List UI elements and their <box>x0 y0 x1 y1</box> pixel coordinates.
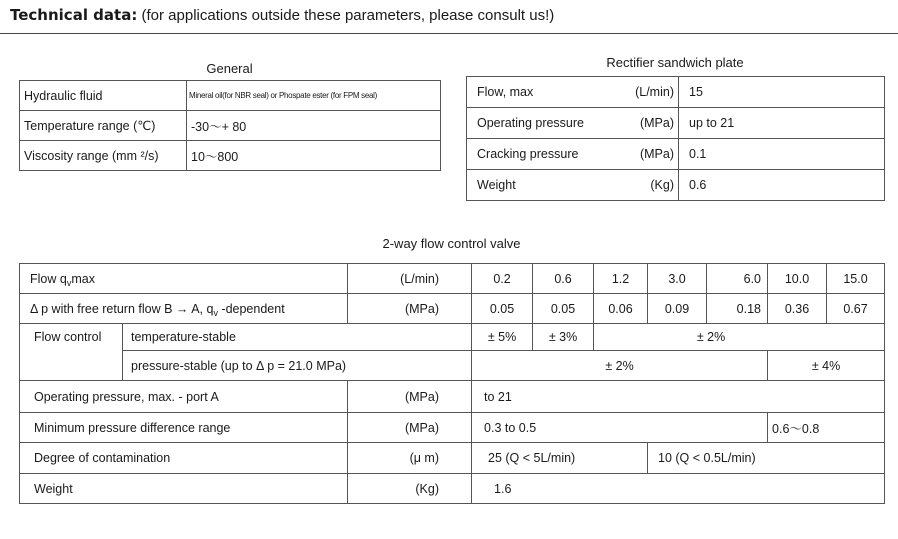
table-row <box>20 443 885 474</box>
table-row <box>20 413 885 443</box>
header-divider <box>0 33 898 34</box>
flow-value: 10.0 <box>768 264 827 294</box>
flow-value: 0.2 <box>472 264 533 294</box>
dp-value: 0.05 <box>472 294 533 324</box>
dp-value: 0.09 <box>648 294 707 324</box>
min-pressure-diff-label: Minimum pressure difference range <box>20 413 348 443</box>
min-pressure-diff-value: 0.6～0.8 <box>768 413 885 443</box>
hydraulic-fluid-label: Hydraulic fluid <box>20 81 187 111</box>
rect-operating-unit: (MPa) <box>639 116 674 130</box>
table-row <box>467 139 885 170</box>
operating-pressure-label: Operating pressure, max. - port A <box>20 381 348 413</box>
rect-weight-label: Weight <box>477 178 516 192</box>
rect-operating-label: Operating pressure <box>477 116 585 130</box>
table-row <box>20 474 885 504</box>
pressure-stable-label: pressure-stable (up to Δ p = 21.0 MPa) <box>123 351 472 381</box>
temperature-stable-value: ± 2% <box>594 324 885 351</box>
rect-flow-unit: (L/min) <box>635 85 674 99</box>
min-pressure-diff-value: 0.3 to 0.5 <box>472 413 768 443</box>
flow-value: 1.2 <box>594 264 648 294</box>
rectifier-caption: Rectifier sandwich plate <box>606 55 744 70</box>
valve-weight-value: 1.6 <box>472 474 885 504</box>
technical-data-heading <box>10 6 554 24</box>
viscosity-range-label: Viscosity range (mm ²/s) <box>20 141 187 171</box>
table-row <box>20 381 885 413</box>
flow-label: Flow $q_v\max$ <box>30 271 95 288</box>
table-row <box>20 324 885 351</box>
table-row <box>467 170 885 201</box>
dp-label: Δ p with free return flow B → A, $q_v$ -dependent <box>30 301 285 318</box>
contamination-unit: (μ m) <box>348 443 472 474</box>
flow-value: 6.0 <box>707 264 768 294</box>
rect-cracking-value: 0.1 <box>679 139 885 170</box>
contamination-value: 25 (Q < 5L/min) <box>472 443 648 474</box>
rect-weight-value: 0.6 <box>679 170 885 201</box>
table-row <box>467 77 885 108</box>
rect-weight-unit: (Kg) <box>650 178 674 192</box>
flow-value: 0.6 <box>533 264 594 294</box>
table-row <box>20 264 885 294</box>
dp-value: 0.67 <box>827 294 885 324</box>
flow-control-label: Flow control <box>20 324 123 351</box>
dp-unit: (MPa) <box>348 294 472 324</box>
valve-weight-unit: (Kg) <box>348 474 472 504</box>
hydraulic-fluid-value: Mineral oil(for NBR seal) or Phospate ester (for FPM seal) <box>187 81 441 111</box>
temperature-stable-value: ± 5% <box>472 324 533 351</box>
pressure-stable-value: ± 4% <box>768 351 885 381</box>
table-row <box>467 108 885 139</box>
operating-pressure-unit: (MPa) <box>348 381 472 413</box>
operating-pressure-value: to 21 <box>472 381 885 413</box>
temperature-range-label: Temperature range (℃) <box>20 111 187 141</box>
contamination-label: Degree of contamination <box>20 443 348 474</box>
rect-operating-value: up to 21 <box>679 108 885 139</box>
dp-value: 0.05 <box>533 294 594 324</box>
rect-flow-label: Flow, max <box>477 85 534 99</box>
temperature-stable-value: ± 3% <box>533 324 594 351</box>
dp-value: 0.06 <box>594 294 648 324</box>
temperature-range-value: -30～+ 80 <box>187 111 441 141</box>
general-table <box>19 80 441 171</box>
dp-value: 0.36 <box>768 294 827 324</box>
temperature-stable-label: temperature-stable <box>123 324 472 351</box>
pressure-stable-value: ± 2% <box>472 351 768 381</box>
flow-value: 15.0 <box>827 264 885 294</box>
table-row <box>20 351 885 381</box>
flow-unit: (L/min) <box>348 264 472 294</box>
heading-note: (for applications outside these parameters, please consult us!) <box>141 7 555 24</box>
table-row <box>20 81 441 111</box>
flow-valve-caption: 2-way flow control valve <box>382 236 521 251</box>
dp-value: 0.18 <box>707 294 768 324</box>
table-row <box>20 111 441 141</box>
viscosity-range-value: 10～800 <box>187 141 441 171</box>
rect-cracking-unit: (MPa) <box>639 147 674 161</box>
flow-value: 3.0 <box>648 264 707 294</box>
heading-title: Technical data: <box>10 6 138 24</box>
rect-cracking-label: Cracking pressure <box>477 147 579 161</box>
flow-valve-table <box>19 263 885 504</box>
contamination-value: 10 (Q < 0.5L/min) <box>648 443 885 474</box>
min-pressure-diff-unit: (MPa) <box>348 413 472 443</box>
general-caption: General <box>206 61 253 76</box>
table-row <box>20 294 885 324</box>
table-row <box>20 141 441 171</box>
rectifier-table <box>466 76 885 201</box>
valve-weight-label: Weight <box>20 474 348 504</box>
rect-flow-value: 15 <box>679 77 885 108</box>
